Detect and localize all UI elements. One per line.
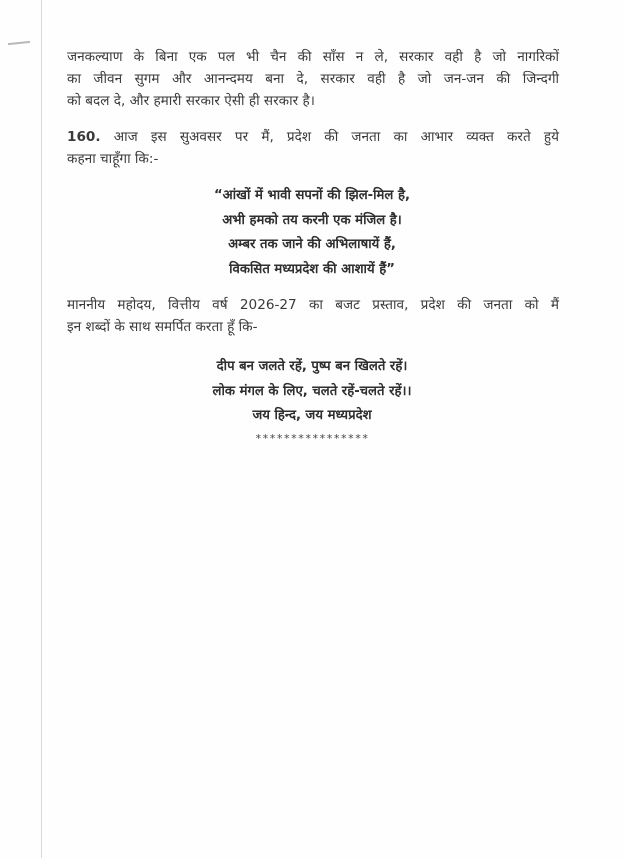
paragraph-line: का जीवन सुगम और आनन्दमय बना दे, सरकार वही है जो जन-जन की जिन्दगी [67,71,559,87]
poem-closing [0,355,624,429]
paragraph-text: आज इस सुअवसर पर मैं, प्रदेश की जनता का आभार व्यक्त करते हुये [113,129,559,145]
poem-line: दीप बन जलते रहें, पुष्प बन खिलते रहें। [216,359,408,374]
poem-line: अभी हमको तय करनी एक मंजिल है। [222,212,402,228]
poem-line: लोक मंगल के लिए, चलते रहें-चलते रहें।। [212,383,412,399]
paragraph-line: को बदल दे, और हमारी सरकार ऐसी ही सरकार है। [67,93,315,109]
poem-aspirations [0,184,624,282]
paragraph-line: कहना चाहूँगा कि:- [67,151,159,167]
paragraph-line: जनकल्याण के बिना एक पल भी चैन की साँस न ले, सरकार वही है जो नागरिकों [67,49,559,65]
scan-corner-mark [8,41,30,45]
paragraph-line [67,126,559,148]
paragraph-welfare [67,46,559,112]
paragraph-line: इन शब्दों के साथ समर्पित करता हूँ कि- [67,319,258,335]
paragraph-budget-dedication [67,294,559,338]
poem-line: “आंखों में भावी सपनों की झिल-मिल है, [214,188,410,203]
end-separator: **************** [255,432,369,445]
paragraph-number: 160. [67,129,101,145]
page-left-margin-line [41,0,42,858]
poem-line: अम्बर तक जाने की अभिलाषायें हैं, [228,237,396,252]
poem-line: विकसित मध्यप्रदेश की आशायें हैं” [229,261,395,277]
paragraph-line: माननीय महोदय, वित्तीय वर्ष 2026-27 का बजट प्रस्ताव, प्रदेश की जनता को मैं [67,297,559,313]
paragraph-160 [67,126,559,170]
poem-line: जय हिन्द, जय मध्यप्रदेश [252,408,372,423]
